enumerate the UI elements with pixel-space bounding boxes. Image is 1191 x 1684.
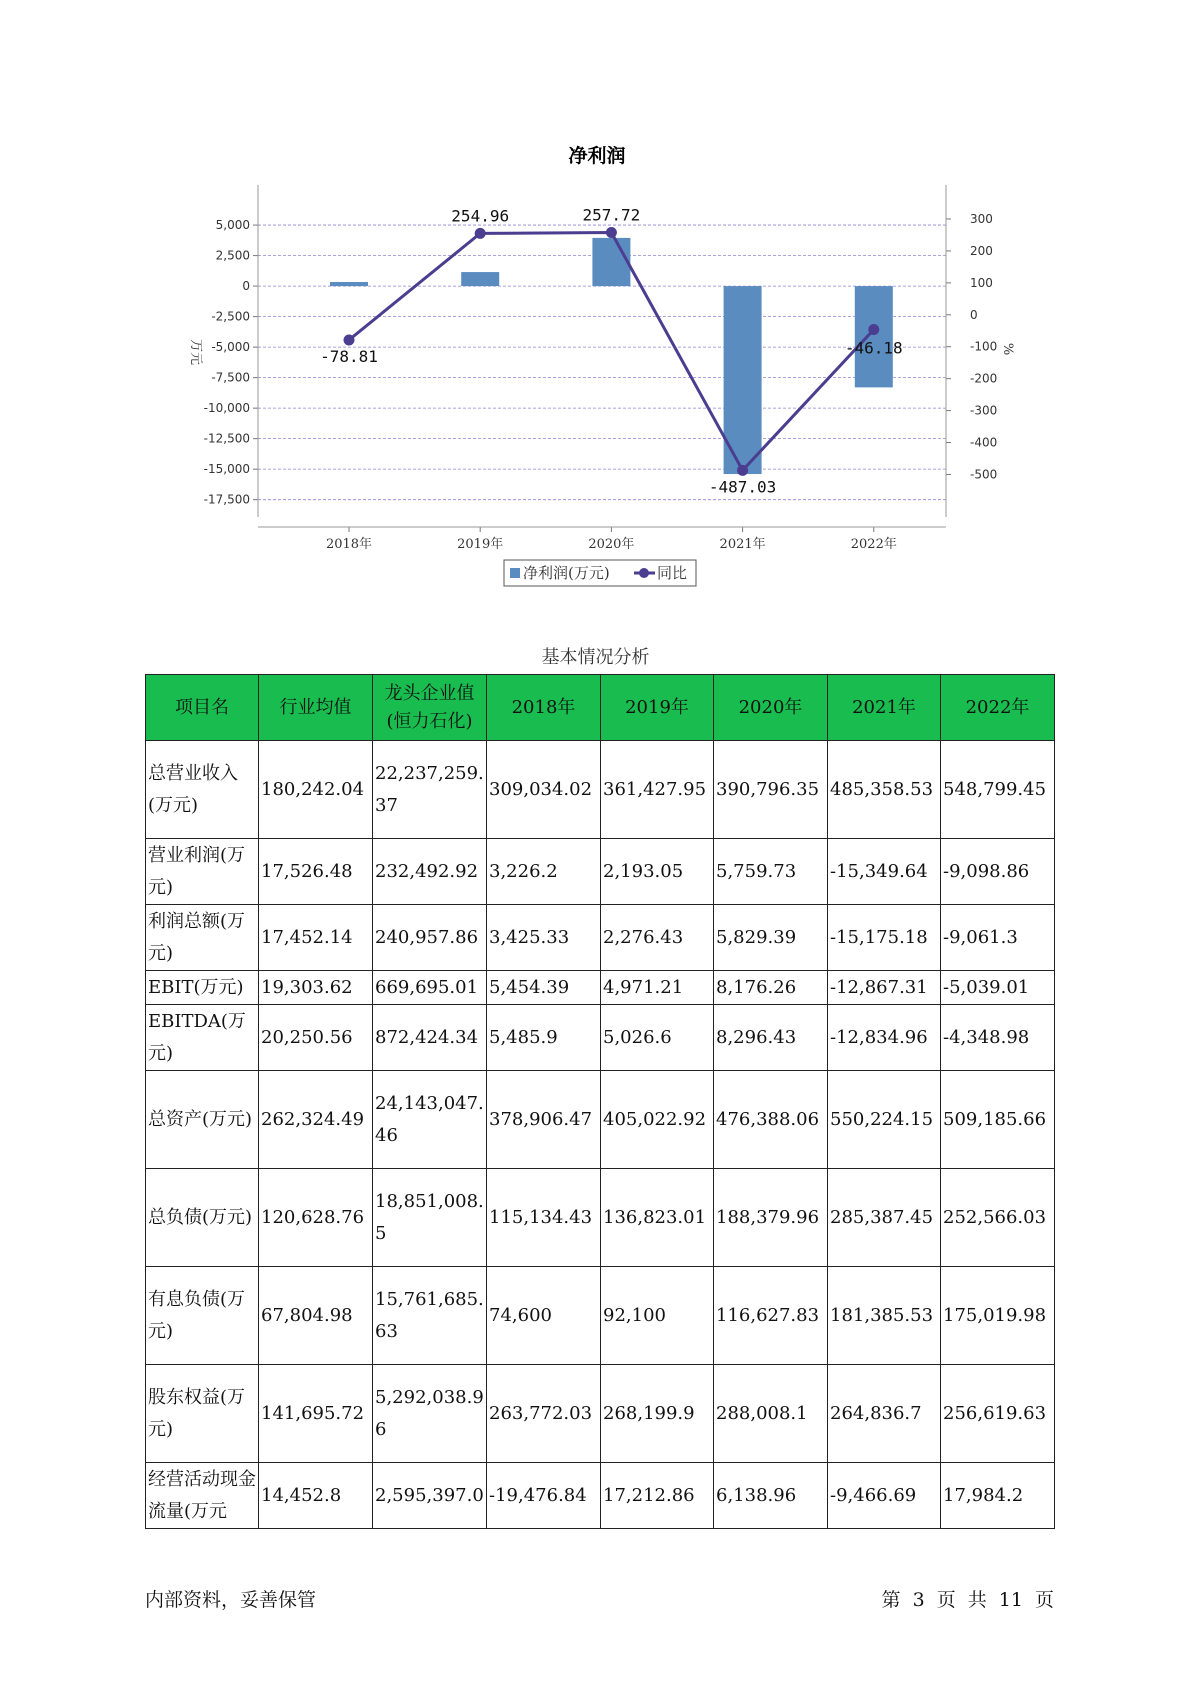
table-cell: 19,303.62 [259,971,373,1005]
table-cell: 264,836.7 [828,1365,941,1463]
table-cell: -15,175.18 [828,905,941,971]
table-cell: -4,348.98 [941,1005,1055,1071]
table-cell: 263,772.03 [487,1365,601,1463]
x-tick-label: 2019年 [457,537,504,552]
table-cell: 232,492.92 [373,839,487,905]
table-row [146,1005,1055,1071]
data-label: -78.81 [320,346,378,366]
table-cell: 872,424.34 [373,1005,487,1071]
table-cell: 116,627.83 [714,1267,828,1365]
chart-title: 净利润 [568,145,626,167]
table-cell: 5,292,038.96 [373,1365,487,1463]
table-row [146,1267,1055,1365]
table-cell: 17,452.14 [259,905,373,971]
table-row [146,905,1055,971]
y-tick-label: 0 [242,279,250,294]
data-label: -487.03 [708,477,777,497]
table-row [146,839,1055,905]
header-2018: 2018年 [487,675,601,741]
table-cell: -12,867.31 [828,971,941,1005]
row-item-name: 利润总额(万元) [146,905,259,971]
table-cell: 180,242.04 [259,741,373,839]
net-profit-bar [592,238,630,286]
table-cell: 17,984.2 [941,1463,1055,1529]
table-cell: 4,971.21 [601,971,714,1005]
row-item-name: 营业利润(万元) [146,839,259,905]
table-cell: 309,034.02 [487,741,601,839]
yoy-point [344,334,355,345]
header-leader-value: 龙头企业值(恒力石化) [373,675,487,741]
left-axis-ticks [204,218,258,507]
header-2022: 2022年 [941,675,1055,741]
y-tick-label: 2,500 [215,248,250,263]
table-cell: 120,628.76 [259,1169,373,1267]
net-profit-chart [0,0,1191,600]
right-axis-ticks [946,212,997,481]
y-right-tick-label: -400 [970,435,998,450]
table-cell: 285,387.45 [828,1169,941,1267]
header-item-name: 项目名 [146,675,259,741]
table-cell: 8,296.43 [714,1005,828,1071]
x-tick-label: 2022年 [850,537,897,552]
x-axis-ticks [326,527,897,552]
table-cell: 175,019.98 [941,1267,1055,1365]
y-axis-label: 万元 [188,338,203,366]
table-cell: -5,039.01 [941,971,1055,1005]
yoy-point [868,324,879,335]
table-cell: 67,804.98 [259,1267,373,1365]
net-profit-bar [461,272,499,286]
row-item-name: EBIT(万元) [146,971,259,1005]
table-cell: 18,851,008.5 [373,1169,487,1267]
y-right-tick-label: -300 [970,403,998,418]
table-row [146,1169,1055,1267]
table-cell: 2,276.43 [601,905,714,971]
y-tick-label: -2,500 [211,309,250,324]
yoy-point [606,227,617,238]
table-cell: -19,476.84 [487,1463,601,1529]
y-tick-label: -10,000 [203,401,250,416]
table-cell: 74,600 [487,1267,601,1365]
row-item-name: 总负债(万元) [146,1169,259,1267]
table-cell: -15,349.64 [828,839,941,905]
table-cell: 5,454.39 [487,971,601,1005]
table-cell: 361,427.95 [601,741,714,839]
table-cell: 6,138.96 [714,1463,828,1529]
table-cell: 14,452.8 [259,1463,373,1529]
y-right-tick-label: -100 [970,339,998,354]
y-tick-label: -12,500 [203,431,250,446]
row-item-name: 总营业收入(万元) [146,741,259,839]
basic-analysis-table [145,674,1055,1529]
table-cell: 181,385.53 [828,1267,941,1365]
table-caption: 基本情况分析 [541,647,650,668]
table-cell: 3,226.2 [487,839,601,905]
table-cell: 3,425.33 [487,905,601,971]
header-2021: 2021年 [828,675,941,741]
table-row [146,1071,1055,1169]
legend-bar-swatch [510,568,520,578]
y-tick-label: -15,000 [203,462,250,477]
table-row [146,1463,1055,1529]
table-cell: 509,185.66 [941,1071,1055,1169]
data-label: 257.72 [582,205,641,225]
table-cell: -12,834.96 [828,1005,941,1071]
table-row [146,971,1055,1005]
net-profit-bar [330,282,368,286]
y-tick-label: -17,500 [203,492,250,507]
y-right-tick-label: 0 [970,307,978,322]
footer-page-number: 第 3 页 共 11 页 [881,1589,1054,1611]
net-profit-bar [855,286,893,387]
table-cell: 240,957.86 [373,905,487,971]
legend [504,560,696,586]
table-cell: 262,324.49 [259,1071,373,1169]
data-label: -46.18 [844,338,903,358]
table-cell: 268,199.9 [601,1365,714,1463]
legend-bar-label: 净利润(万元) [523,564,610,582]
header-industry-avg: 行业均值 [259,675,373,741]
header-2019: 2019年 [601,675,714,741]
table-cell: 2,595,397.0 [373,1463,487,1529]
y-right-tick-label: 300 [970,212,993,227]
table-cell: 22,237,259.37 [373,741,487,839]
table-cell: 256,619.63 [941,1365,1055,1463]
legend-line-marker [639,568,649,578]
table-cell: 5,829.39 [714,905,828,971]
table-cell: 669,695.01 [373,971,487,1005]
table-cell: 115,134.43 [487,1169,601,1267]
table-cell: 24,143,047.46 [373,1071,487,1169]
table-cell: 136,823.01 [601,1169,714,1267]
table-cell: 288,008.1 [714,1365,828,1463]
table-cell: 17,526.48 [259,839,373,905]
y-right-tick-label: 100 [970,275,993,290]
footer-confidential-note: 内部资料，妥善保管 [145,1589,317,1611]
x-tick-label: 2020年 [588,537,635,552]
row-item-name: 有息负债(万元) [146,1267,259,1365]
yoy-point [737,465,748,476]
y-right-tick-label: -200 [970,371,998,386]
table-cell: 5,026.6 [601,1005,714,1071]
table-row [146,1365,1055,1463]
row-item-name: EBITDA(万元) [146,1005,259,1071]
yoy-point [475,228,486,239]
table-cell: 92,100 [601,1267,714,1365]
y-right-tick-label: -500 [970,467,998,482]
y-tick-label: -7,500 [211,370,250,385]
x-tick-label: 2018年 [325,537,373,552]
table-cell: 548,799.45 [941,741,1055,839]
table-cell: 141,695.72 [259,1365,373,1463]
table-cell: -9,061.3 [941,905,1055,971]
table-cell: 15,761,685.63 [373,1267,487,1365]
table-cell: 5,485.9 [487,1005,601,1071]
x-tick-label: 2021年 [719,537,766,552]
table-cell: -9,098.86 [941,839,1055,905]
header-2020: 2020年 [714,675,828,741]
data-label: 254.96 [451,206,510,226]
table-cell: 2,193.05 [601,839,714,905]
table-cell: 8,176.26 [714,971,828,1005]
table-cell: 17,212.86 [601,1463,714,1529]
table-cell: 5,759.73 [714,839,828,905]
row-item-name: 经营活动现金流量(万元 [146,1463,259,1529]
table-cell: 378,906.47 [487,1071,601,1169]
y-tick-label: 5,000 [215,218,250,233]
table-cell: -9,466.69 [828,1463,941,1529]
table-cell: 405,022.92 [601,1071,714,1169]
y-tick-label: -5,000 [211,340,250,355]
table-cell: 188,379.96 [714,1169,828,1267]
table-cell: 390,796.35 [714,741,828,839]
table-cell: 476,388.06 [714,1071,828,1169]
table-row [146,741,1055,839]
table-cell: 485,358.53 [828,741,941,839]
table-cell: 20,250.56 [259,1005,373,1071]
row-item-name: 股东权益(万元) [146,1365,259,1463]
table-cell: 252,566.03 [941,1169,1055,1267]
row-item-name: 总资产(万元) [146,1071,259,1169]
y-right-tick-label: 200 [970,243,993,258]
legend-line-label: 同比 [657,564,688,582]
table-header-row [146,675,1055,741]
table-cell: 550,224.15 [828,1071,941,1169]
y-axis-right-label: % [1000,342,1015,356]
